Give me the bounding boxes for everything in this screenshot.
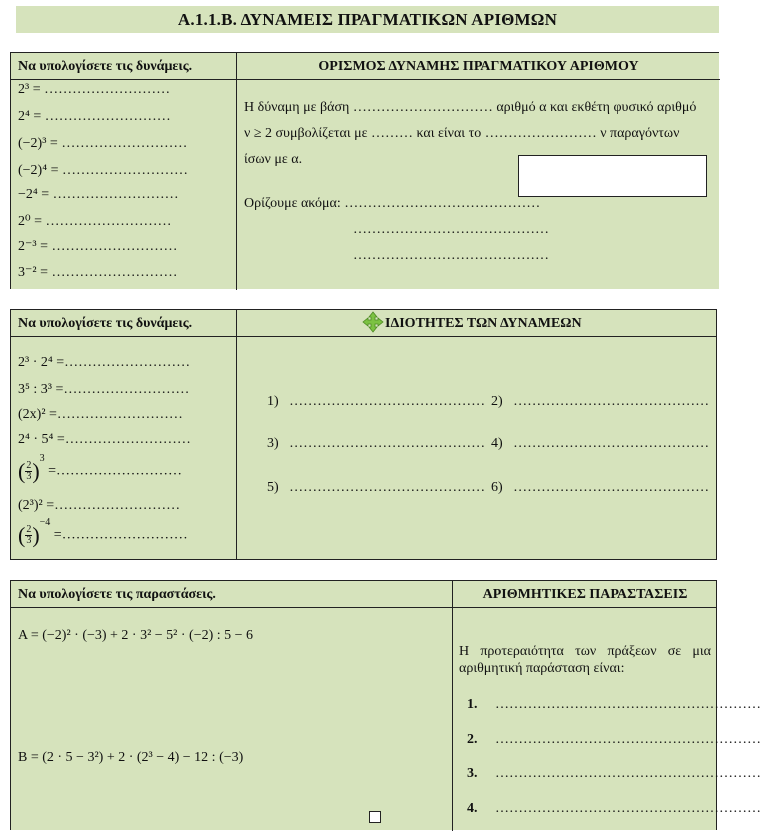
property-3: 3) …………………………………… [267,436,486,451]
resize-handle[interactable] [369,811,381,823]
divider [236,53,237,290]
section3-left-header: Να υπολογίσετε τις παραστάσεις. [18,587,216,602]
priority-text: Η προτεραιότητα των πράξεων σε μια αριθμητική παράσταση είναι: [459,644,711,676]
answer-box[interactable] [518,155,707,197]
section3-right-header: ΑΡΙΘΜΗΤΙΚΕΣ ΠΑΡΑΣΤΑΣΕΙΣ [482,587,688,602]
step-3: 3. ………………………………………………… [467,766,761,781]
expressions-panel [10,580,761,830]
property-6: 6) …………………………………… [491,480,710,495]
properties-panel [10,309,717,560]
definition-line-2: ν ≥ 2 συμβολίζεται με ……… και είναι το …………………… ν παραγόντων [244,126,680,141]
page-title: Α.1.1.Β. ΔΥΝΑΜΕΙΣ ΠΡΑΓΜΑΤΙΚΩΝ ΑΡΙΘΜΩΝ [16,6,719,33]
property-5: 5) …………………………………… [267,480,486,495]
property-exercise-6: (2³)² =……………………… [18,498,181,513]
property-exercise-4: 2⁴ · 5⁴ =……………………… [18,432,191,447]
exercise-8: 3⁻² = ……………………… [18,265,178,280]
exercise-2: 2⁴ = ……………………… [18,109,171,124]
also-define-line-1: Ορίζουμε ακόμα: …………………………………… [244,196,541,211]
definition-line-1: Η δύναμη με βάση ………………………… αριθμό α και εκθέτη φυσικό αριθμό [244,100,697,115]
fraction-denominator: 3 [26,470,32,482]
exercise-3: (−2)³ = ……………………… [18,136,188,151]
property-exercise-1: 2³ · 2⁴ =……………………… [18,355,191,370]
property-exercise-2: 3⁵ : 3³ =……………………… [18,382,190,397]
property-exercise-7: ( $\frac{2}{3}$ )$^{-4}$ =……………………… [18,517,188,548]
step-2: 2. ………………………………………………… [467,732,761,747]
expression-a: A = (−2)² · (−3) + 2 · 3² − 5² · (−2) : 5 − 6 [18,628,254,643]
exercise-6: 2⁰ = ……………………… [18,214,172,229]
definition-line-3: ίσων με α. [244,152,303,167]
step-1: 1. ………………………………………………… [467,697,761,712]
divider [11,336,717,337]
move-handle-icon[interactable] [362,311,384,333]
property-exercise-3: (2x)² =……………………… [18,407,183,422]
step-4: 4. ………………………………………………… [467,801,761,816]
fraction-numerator: 2 [26,523,32,535]
property-exercise-5: ( $\frac{2}{3}$ )$^3$ =……………………… [18,453,183,484]
expression-b: B = (2 · 5 − 3²) + 2 · (2³ − 4) − 12 : (−3) [18,750,244,765]
exercise-dots: =……………………… [48,463,183,479]
exponent: 3 [39,453,45,464]
divider [11,79,720,80]
exponent: −4 [39,517,51,528]
property-4: 4) …………………………………… [491,436,710,451]
exercise-4: (−2)⁴ = ……………………… [18,163,188,178]
section1-right-header: ΟΡΙΣΜΟΣ ΔΥΝΑΜΗΣ ΠΡΑΓΜΑΤΙΚΟΥ ΑΡΙΘΜΟΥ [318,59,639,74]
property-2: 2) …………………………………… [491,394,710,409]
exercise-dots: =……………………… [53,527,188,543]
fraction-denominator: 3 [26,534,32,546]
divider [452,581,453,831]
exercise-7: 2⁻³ = ……………………… [18,239,178,254]
section2-right-header: ΙΔΙΟΤΗΤΕΣ ΤΩΝ ΔΥΝΑΜΕΩΝ [385,316,582,331]
exercise-5: −2⁴ = ……………………… [18,187,179,202]
section2-left-header: Να υπολογίσετε τις δυνάμεις. [18,316,193,331]
divider [11,607,717,608]
exercise-1: 2³ = ……………………… [18,82,171,97]
divider [236,310,237,560]
property-1: 1) …………………………………… [267,394,486,409]
also-define-line-3: …………………………………… [353,248,549,263]
also-define-line-2: …………………………………… [353,222,549,237]
fraction-numerator: 2 [26,459,32,471]
definition-panel [10,52,719,289]
section1-left-header: Να υπολογίσετε τις δυνάμεις. [18,59,193,74]
